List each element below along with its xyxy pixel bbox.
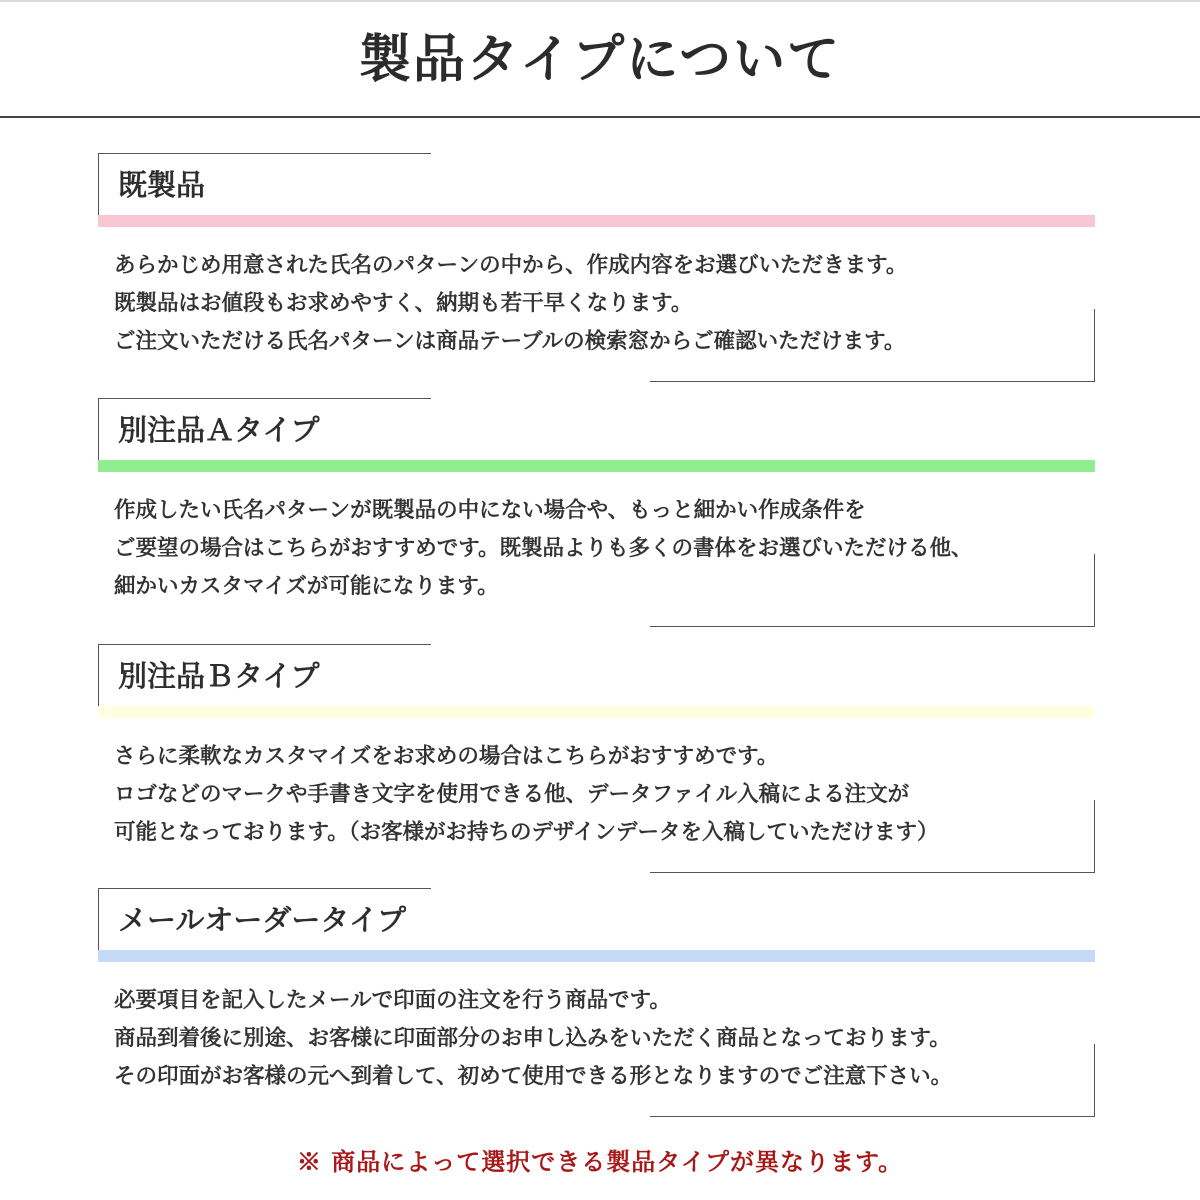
description-line: その印面がお客様の元へ到着して、初めて使用できる形となりますのでご注意下さい。 xyxy=(114,1064,953,1089)
section-accent-bar xyxy=(98,950,1095,962)
top-border xyxy=(0,0,1200,2)
section-title: メールオーダータイプ xyxy=(118,903,406,937)
section-accent-bar xyxy=(98,460,1095,472)
section-corner-frame xyxy=(650,554,1095,627)
section-ready-made xyxy=(98,153,1095,383)
description-line: ロゴなどのマークや手書き文字を使用できる他、データファイル入稿による注文が xyxy=(114,782,910,807)
section-title: 別注品Ａタイプ xyxy=(118,413,320,447)
section-custom-type-a xyxy=(98,398,1095,628)
section-title: 既製品 xyxy=(118,168,206,202)
section-accent-bar xyxy=(98,706,1095,718)
description-line: 既製品はお値段もお求めやすく、納期も若干早くなります。 xyxy=(114,291,693,316)
description-line: あらかじめ用意された氏名のパターンの中から、作成内容をお選びいただきます。 xyxy=(114,253,908,278)
section-mail-order xyxy=(98,888,1095,1118)
title-divider xyxy=(0,116,1200,118)
description-line: さらに柔軟なカスタマイズをお求めの場合はこちらがおすすめです。 xyxy=(114,744,779,769)
description-line: 必要項目を記入したメールで印面の注文を行う商品です。 xyxy=(114,988,671,1013)
footer-note: ※ 商品によって選択できる製品タイプが異なります。 xyxy=(296,1147,904,1176)
section-corner-frame xyxy=(650,800,1095,873)
description-line: 細かいカスタマイズが可能になります。 xyxy=(114,574,499,599)
description-line: 作成したい氏名パターンが既製品の中にない場合や、もっと細かい作成条件を xyxy=(114,498,866,523)
description-line: ご注文いただける氏名パターンは商品テーブルの検索窓からご確認いただけます。 xyxy=(114,329,906,354)
page-title: 製品タイプについて xyxy=(358,29,842,90)
section-accent-bar xyxy=(98,215,1095,227)
description-line: ご要望の場合はこちらがおすすめです。既製品よりも多くの書体をお選びいただける他、 xyxy=(114,536,973,561)
description-line: 可能となっております。（お客様がお持ちのデザインデータを入稿していただけます） xyxy=(114,820,939,845)
section-title: 別注品Ｂタイプ xyxy=(118,659,320,693)
section-corner-frame xyxy=(650,309,1095,382)
section-custom-type-b xyxy=(98,644,1095,874)
section-corner-frame xyxy=(650,1044,1095,1117)
description-line: 商品到着後に別途、お客様に印面部分のお申し込みをいただく商品となっております。 xyxy=(114,1026,951,1051)
